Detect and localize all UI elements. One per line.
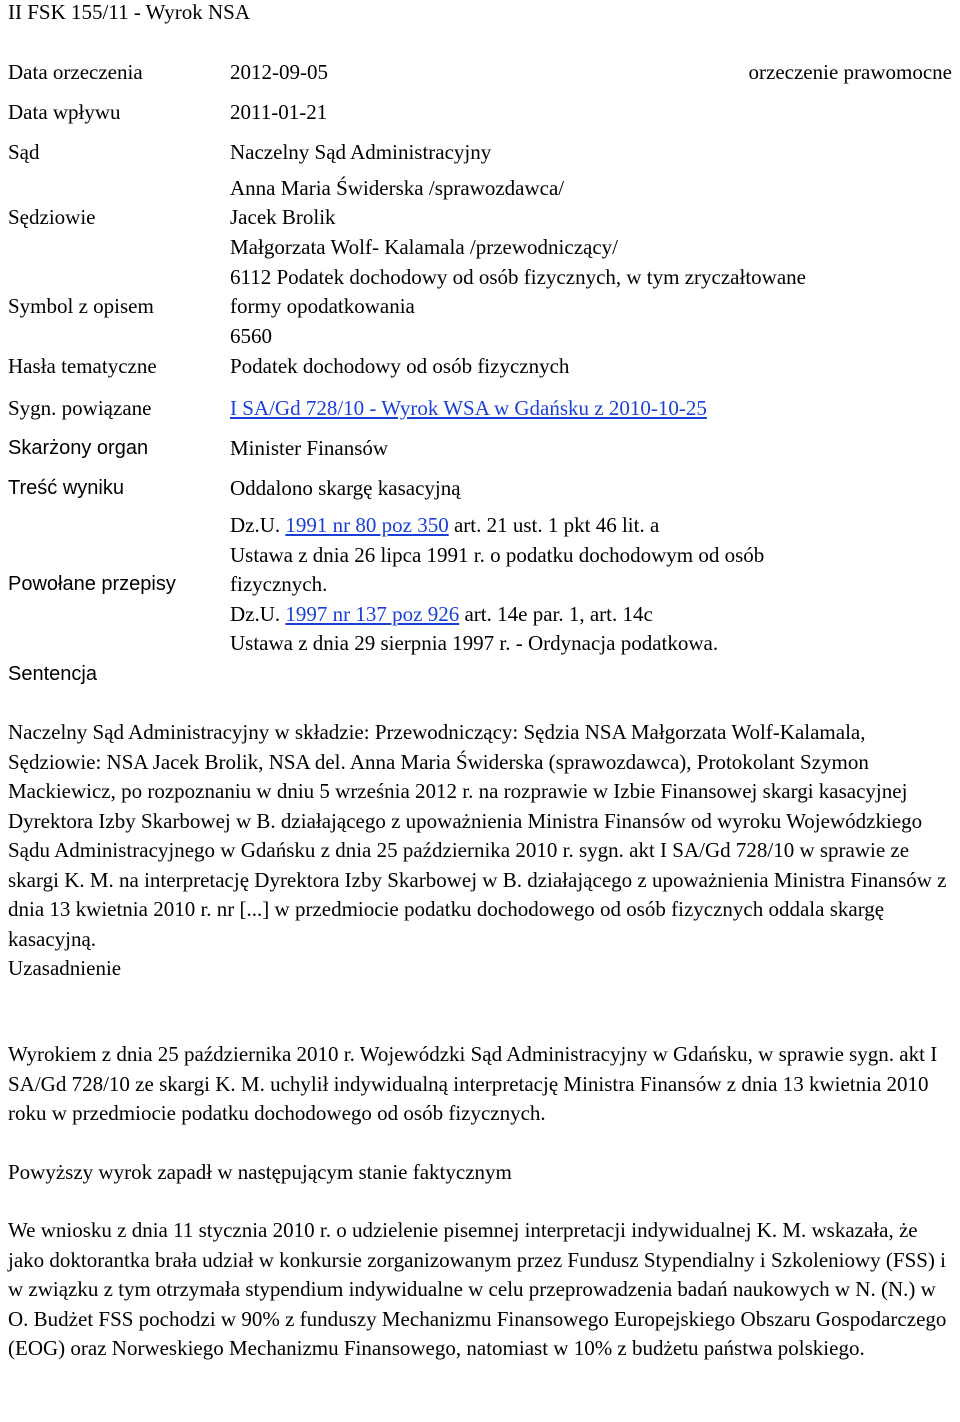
value-sedziowie [230, 174, 958, 263]
row-data-orzeczenia [8, 58, 958, 98]
metadata-table [8, 58, 958, 700]
row-sygn [8, 394, 958, 434]
label-symbol: Symbol z opisem [8, 294, 154, 319]
row-tresc [8, 474, 958, 510]
value-przepisy [230, 511, 958, 659]
row-symbol [8, 262, 958, 352]
przepis-1-desc-2: fizycznych. [230, 572, 328, 597]
symbol-line-2: formy opodatkowania [230, 294, 415, 319]
label-hasla: Hasła tematyczne [8, 354, 157, 378]
uzasadnienie-heading: Uzasadnienie [8, 956, 122, 980]
row-sentencja [8, 660, 958, 700]
przepis-2: Dz.U. 1997 nr 137 poz 926 art. 14e par. 1, art. 14c [230, 601, 653, 626]
row-przepisy [8, 510, 958, 660]
row-organ [8, 434, 958, 474]
row-sad [8, 138, 958, 174]
symbol-line-1: 6112 Podatek dochodowy od osób fizycznych, w tym zryczałtowane [230, 264, 806, 289]
label-data-orzeczenia: Data orzeczenia [8, 60, 143, 84]
page-title: II FSK 155/11 - Wyrok NSA [8, 0, 250, 24]
paragraph-2: Powyższy wyrok zapadł w następującym stanie faktycznym [8, 1159, 512, 1184]
label-sedziowie: Sędziowie [8, 205, 96, 230]
row-sedziowie [8, 174, 958, 262]
przepis-1-link[interactable]: 1991 nr 80 poz 350 [285, 513, 449, 538]
uzasadnienie-section [8, 1040, 954, 1364]
label-sad: Sąd [8, 140, 40, 164]
label-przepisy: Powołane przepisy [8, 573, 176, 596]
value-data-orzeczenia: 2012-09-05 [230, 60, 328, 84]
status-badge: orzeczenie prawomocne [748, 60, 952, 84]
przepis-1: Dz.U. 1991 nr 80 poz 350 art. 21 ust. 1 pkt 46 lit. a [230, 513, 660, 538]
label-sentencja: Sentencja [8, 663, 97, 685]
paragraph-1: Wyrokiem z dnia 25 października 2010 r. Wojewódzki Sąd Administracyjny w Gdańsku, w sprawie sygn. akt I SA/Gd 728/10 ze skargi K. M. uchylił indywidualną interpretację Ministra Finansów z dnia 13 kwietnia 2010 roku w przedmiocie podatku dochodowego od osób fizycznych. [8, 1042, 938, 1125]
sygn-link[interactable]: I SA/Gd 728/10 - Wyrok WSA w Gdańsku z 2010-10-25 [230, 396, 707, 420]
value-tresc: Oddalono skargę kasacyjną [230, 476, 461, 500]
sentencja-text: Naczelny Sąd Administracyjny w składzie: Przewodniczący: Sędzia NSA Małgorzata Wolf-Kalamala, Sędziowie: NSA Jacek Brolik, NSA del. Anna Maria Świderska (sprawozdawca), Protokolant Szymon Mackiewicz, po rozpoznaniu w dniu 5 września 2012 r. na rozprawie w Izbie Finansowej skargi kasacyjnej Dyrektora Izby Skarbowej w B. działającego z upoważnienia Ministra Finansów od wyroku Wojewódzkiego Sądu Administracyjnego w Gdańsku z dnia 25 października 2010 r. sygn. akt I SA/Gd 728/10 w sprawie ze skargi K. M. na interpretację Dyrektora Izby Skarbowej w B. działającego z upoważnienia Ministra Finansów z dnia 13 kwietnia 2010 r. nr [...] w przedmiocie podatku dochodowego od osób fizycznych oddala skargę kasacyjną. [8, 720, 947, 951]
judge-2: Jacek Brolik [230, 205, 336, 230]
row-hasla [8, 352, 958, 394]
przepis-2-desc: Ustawa z dnia 29 sierpnia 1997 r. - Ordynacja podatkowa. [230, 631, 719, 656]
przepis-2-link[interactable]: 1997 nr 137 poz 926 [285, 601, 460, 626]
value-data-wplywu: 2011-01-21 [230, 100, 328, 124]
symbol-line-3: 6560 [230, 323, 272, 348]
judge-3: Małgorzata Wolf- Kalamala /przewodniczący/ [230, 234, 618, 259]
value-organ: Minister Finansów [230, 436, 389, 460]
paragraph-3: We wniosku z dnia 11 stycznia 2010 r. o udzielenie pisemnej interpretacji indywidualnej K. M. wskazała, że jako doktorantka brała udział w konkursie zorganizowanym przez Fundusz Stypendialny i Szkoleniowy (FSS) i w związku z tym otrzymała stypendium indywidualne w celu przeprowadzenia badań naukowych w N. (N.) w O. Budżet FSS pochodzi w 90% z funduszy Mechanizmu Finansowego Europejskiego Obszaru Gospodarczego (EOG) oraz Norweskiego Mechanizmu Finansowego, natomiast w 10% z budżetu państwa polskiego. [8, 1218, 947, 1360]
przepis-1-desc-1: Ustawa z dnia 26 lipca 1991 r. o podatku dochodowym od osób [230, 542, 765, 567]
label-tresc: Treść wyniku [8, 477, 124, 499]
value-sad: Naczelny Sąd Administracyjny [230, 140, 492, 164]
label-data-wplywu: Data wpływu [8, 100, 121, 124]
value-hasla: Podatek dochodowy od osób fizycznych [230, 354, 570, 378]
row-data-wplywu [8, 98, 958, 138]
judge-1: Anna Maria Świderska /sprawozdawca/ [230, 175, 565, 200]
label-organ: Skarżony organ [8, 437, 149, 459]
label-sygn: Sygn. powiązane [8, 396, 152, 420]
sentencja-section [8, 718, 954, 984]
value-symbol [230, 263, 958, 352]
